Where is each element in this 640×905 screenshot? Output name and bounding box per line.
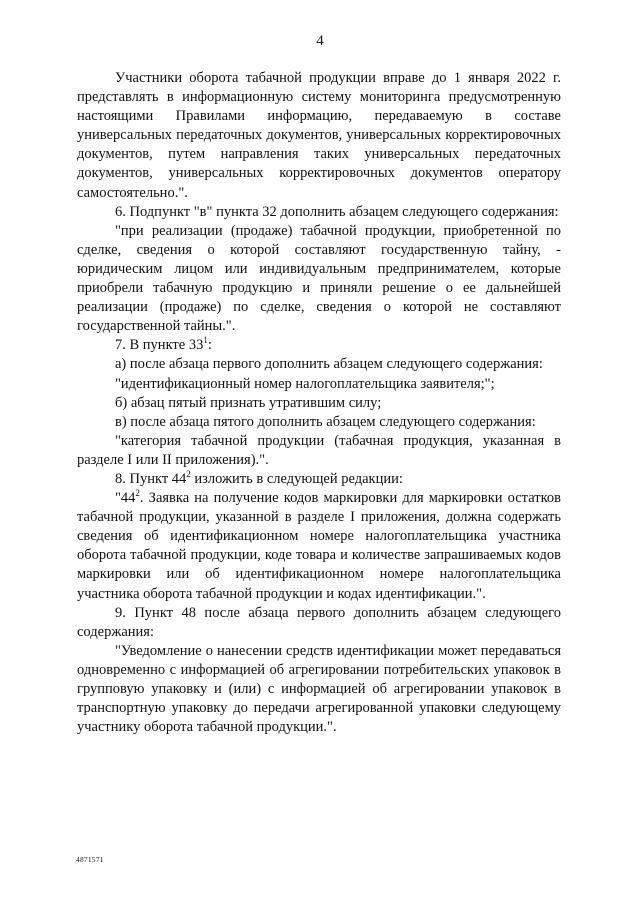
subitem-a: а) после абзаца первого дополнить абзацем следующего содержания:	[115, 356, 543, 373]
paragraph-item-7-tail: :	[207, 337, 212, 354]
paragraph-item-6: 6. Подпункт "в" пункта 32 дополнить абзацем следующего содержания:	[115, 203, 559, 220]
paragraph-item-9: 9. Пункт 48 после абзаца первого дополнить абзацем следующего содержания:	[77, 604, 561, 640]
paragraph-item-6-quote: "при реализации (продаже) табачной продукции, приобретенной по сделке, сведения о которой составляют государственную тайну, - юридическим лицом или индивидуальным предпринимателем, которые приобрели табачную продукцию и приняли решение о ее дальнейшей реализации (продаже) по сделке, сведения о которой не составляют государственной тайны.".	[77, 222, 561, 335]
paragraph-transitional-provision: Участники оборота табачной продукции вправе до 1 января 2022 г. представлять в информационную систему мониторинга предусмотренную настоящими Правилами информацию, передаваемую в составе универсальных передаточных документов, универсальных корректировочных документов, путем направления таких универсальных передаточных документов, универсальных корректировочных документов оператору самостоятельно.".	[77, 70, 561, 201]
subitem-v: в) после абзаца пятого дополнить абзацем следующего содержания:	[115, 413, 536, 430]
paragraph-item-8	[77, 470, 561, 489]
page-number: 4	[316, 33, 324, 49]
superscript: 1	[203, 335, 208, 346]
superscript: 2	[135, 488, 140, 499]
document-body	[77, 69, 561, 737]
subitem-b: б) абзац пятый признать утратившим силу;	[115, 394, 382, 411]
quote-text: . Заявка на получение кодов маркировки для маркировки остатков табачной продукции, указанной в разделе I приложения, должна содержать сведения об идентификационном номере налогоплательщика участника оборота табачной продукции, коде товара и количестве запрашиваемых кодов маркировки или об идентификационном номере налогоплательщика участника оборота табачной продукции и кодах идентификации.".	[77, 490, 561, 602]
paragraph-item-7	[77, 336, 561, 355]
paragraph-item-9-quote: "Уведомление о нанесении средств идентификации может передаваться одновременно с информацией об агрегировании потребительских упаковок в групповую упаковку и (или) с информацией об агрегировании упаковок в транспортную упаковку до передачи агрегированной упаковки следующему участнику оборота табачной продукции.".	[77, 642, 561, 736]
subitem-a-quote: "идентификационный номер налогоплательщика заявителя;";	[115, 375, 495, 392]
paragraph-item-8-quote	[77, 489, 561, 604]
quote-number: "44	[115, 490, 136, 507]
paragraph-item-8-text: 8. Пункт 44	[115, 470, 187, 487]
document-code: 4871571	[76, 855, 104, 864]
subitem-v-quote: "категория табачной продукции (табачная продукция, указанная в разделе I или II приложения).".	[77, 432, 561, 468]
superscript: 2	[186, 468, 191, 479]
paragraph-item-7-text: 7. В пункте 33	[115, 337, 204, 354]
paragraph-item-8-tail: изложить в следующей редакции:	[190, 470, 403, 487]
